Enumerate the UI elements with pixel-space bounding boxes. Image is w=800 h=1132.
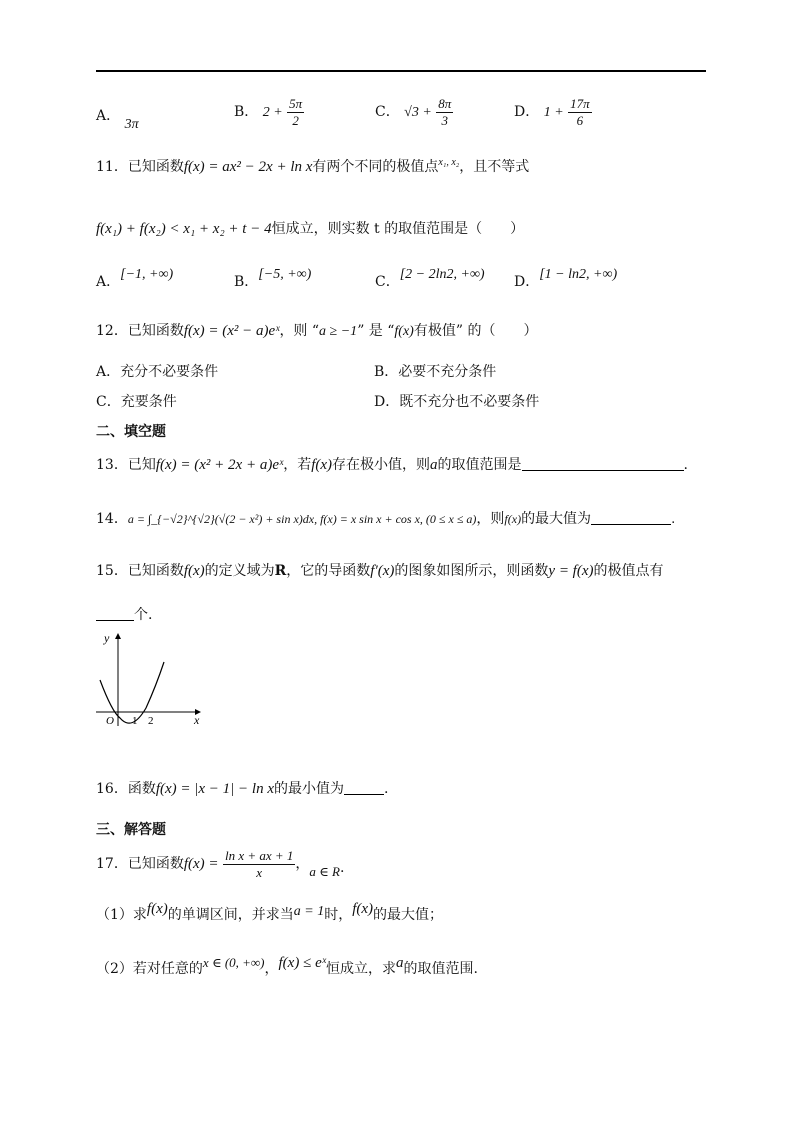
math-expression: f(x): [183, 563, 205, 579]
section-heading: 三、解答题: [96, 822, 166, 838]
q10-option-d: [514, 96, 592, 128]
answer-blank[interactable]: [522, 456, 684, 471]
math-expression: f(x) = ax² − 2x + ln x: [183, 159, 313, 175]
y-axis-label: y: [104, 631, 110, 645]
derivative-curve: [100, 662, 164, 723]
option-value: 3π: [124, 117, 139, 132]
q12-option-d: D．既不充分也不必要条件: [374, 394, 540, 410]
q11-stem-line2: [96, 220, 524, 238]
math-expression: f(x) = |x − 1| − ln x: [155, 781, 274, 797]
question-text: 的最大值；: [373, 907, 444, 923]
q10-option-a: [96, 108, 139, 132]
option-value: [−1, +∞): [120, 267, 174, 282]
option-label: A．: [96, 108, 121, 124]
math-expression: f(x): [352, 901, 374, 917]
denominator: x: [256, 864, 263, 880]
question-text: ，: [264, 961, 279, 977]
denominator: 2: [292, 112, 299, 128]
question-text: 恒成立，求: [325, 961, 396, 977]
math-expression: a = ∫_{−√2}^{√2}(√(2 − x²) + sin x)dx, f(x) = x sin x + cos x, (0 ≤ x ≤ a): [127, 512, 477, 526]
q10-option-c: [375, 96, 453, 128]
origin-label: O: [106, 715, 114, 727]
option-label: A．: [96, 274, 121, 290]
question-text: 有极值” 的（ ）: [413, 323, 538, 339]
math-expression: f(x₁) + f(x₂) < x₁ + x₂ + t − 4: [96, 221, 272, 237]
question-text: 的最小值为: [274, 781, 344, 797]
question-text: .: [340, 860, 345, 877]
question-text: 的取值范围.: [403, 961, 478, 977]
q12-option-a: A．充分不必要条件: [96, 364, 219, 380]
question-text: 的极值点有: [593, 563, 664, 579]
option-label: D．: [514, 104, 540, 121]
q11-option-b: [234, 266, 312, 290]
fraction: [436, 96, 453, 128]
question-text: ，它的导函数: [286, 563, 371, 579]
math-expression: a ∈ R: [309, 864, 340, 880]
question-text: 恒成立，则实数 t 的取值范围是（ ）: [271, 221, 525, 237]
math-expression: a ≥ −1: [319, 324, 358, 339]
math-expression: f(x) = (x² − a)eˣ: [183, 323, 280, 339]
header-rule: [96, 70, 706, 72]
option-label: C．: [375, 274, 400, 290]
question-text: 的定义域为: [204, 563, 275, 579]
numerator: 17π: [570, 96, 590, 111]
question-text: 的最大值为: [521, 511, 592, 527]
question-text: .: [384, 781, 389, 797]
question-text: ” 是 “: [357, 323, 395, 339]
fraction: [223, 848, 295, 880]
math-expression: y = f(x): [548, 563, 594, 579]
question-text: 的取值范围是: [437, 457, 522, 473]
question-text: 时，: [324, 907, 353, 923]
q12-stem: [96, 322, 537, 341]
x-axis-label: x: [194, 713, 200, 727]
answer-blank[interactable]: [96, 606, 134, 621]
numerator: 5π: [289, 96, 303, 111]
math-expression: f(x): [504, 512, 522, 526]
question-text: 存在极小值，则: [332, 457, 431, 473]
question-text: 有两个不同的极值点: [312, 159, 439, 175]
math-expression: f(x) =: [183, 856, 219, 873]
question-text: 17．已知函数: [96, 856, 184, 873]
math-expression: x₁, x₂: [438, 157, 460, 168]
q17-part2: [96, 955, 478, 978]
q11-option-d: [514, 266, 618, 290]
q10-option-b: [234, 96, 304, 128]
question-text: （2）若对任意的: [96, 961, 203, 977]
q17-part1: [96, 901, 444, 925]
option-value: [1 − ln2, +∞): [539, 267, 618, 282]
question-text: ，: [295, 856, 310, 873]
math-expression: f(x): [311, 457, 333, 473]
fraction: [287, 96, 304, 128]
question-text: .: [683, 457, 688, 473]
question-text: 个.: [134, 607, 153, 623]
math-expression: a: [395, 955, 404, 971]
math-expression: R: [274, 563, 287, 579]
math-expression: f′(x): [370, 563, 395, 579]
question-text: ，则 “: [279, 323, 320, 339]
math-expression: f(x) ≤ eˣ: [278, 955, 326, 971]
option-label: B．: [234, 104, 259, 121]
q11-stem: [96, 158, 529, 176]
option-value: √3 +: [404, 105, 432, 121]
section-heading: 二、填空题: [96, 424, 166, 440]
math-expression: a = 1: [293, 904, 325, 919]
math-expression: f(x) = (x² + 2x + a)eˣ: [155, 457, 284, 473]
option-value: [−5, +∞): [258, 267, 312, 282]
denominator: 6: [576, 112, 584, 128]
option-value: 2 +: [262, 105, 283, 121]
question-text: 11．已知函数: [96, 159, 184, 175]
fraction: [568, 96, 592, 128]
q11-option-c: [375, 266, 485, 290]
q12-option-c: C．充要条件: [96, 394, 177, 410]
q11-option-a: [96, 266, 174, 290]
math-expression: f(x): [146, 901, 168, 917]
x-tick-label: 1: [132, 715, 138, 727]
question-text: ，若: [283, 457, 312, 473]
question-text: 的图象如图所示，则函数: [394, 563, 549, 579]
numerator: ln x + ax + 1: [224, 848, 294, 863]
question-text: ，且不等式: [459, 159, 530, 175]
question-text: 15．已知函数: [96, 563, 184, 579]
answer-blank[interactable]: [591, 510, 671, 525]
denominator: 3: [441, 112, 449, 128]
numerator: 8π: [438, 96, 452, 111]
math-expression: x ∈ (0, +∞): [202, 955, 265, 970]
question-text: ，则: [476, 511, 505, 527]
question-text: 13．已知: [96, 457, 156, 473]
q12-option-b: B．必要不充分条件: [374, 364, 497, 380]
option-label: C．: [375, 104, 400, 121]
question-text: （1）求: [96, 907, 147, 923]
option-label: D．: [514, 274, 540, 290]
question-text: 14．: [96, 511, 128, 527]
derivative-graph: [90, 628, 210, 728]
question-text: .: [671, 512, 676, 527]
q13-stem: [96, 456, 688, 474]
q16-stem: [96, 780, 388, 798]
option-value: [2 − 2ln2, +∞): [399, 267, 485, 282]
q15-stem: [96, 562, 664, 580]
question-text: 16．函数: [96, 781, 156, 797]
math-expression: f(x): [394, 324, 414, 339]
question-text: 的单调区间，并求当: [167, 907, 294, 923]
q17-stem: [96, 848, 344, 880]
option-value: 1 +: [543, 105, 564, 121]
option-label: B．: [234, 274, 259, 290]
question-text: 12．已知函数: [96, 323, 184, 339]
answer-blank[interactable]: [344, 780, 384, 795]
x-tick-label: 2: [148, 715, 154, 727]
q15-stem-line2: [96, 606, 152, 624]
math-expression: a: [430, 457, 438, 473]
q14-stem: [96, 510, 675, 528]
